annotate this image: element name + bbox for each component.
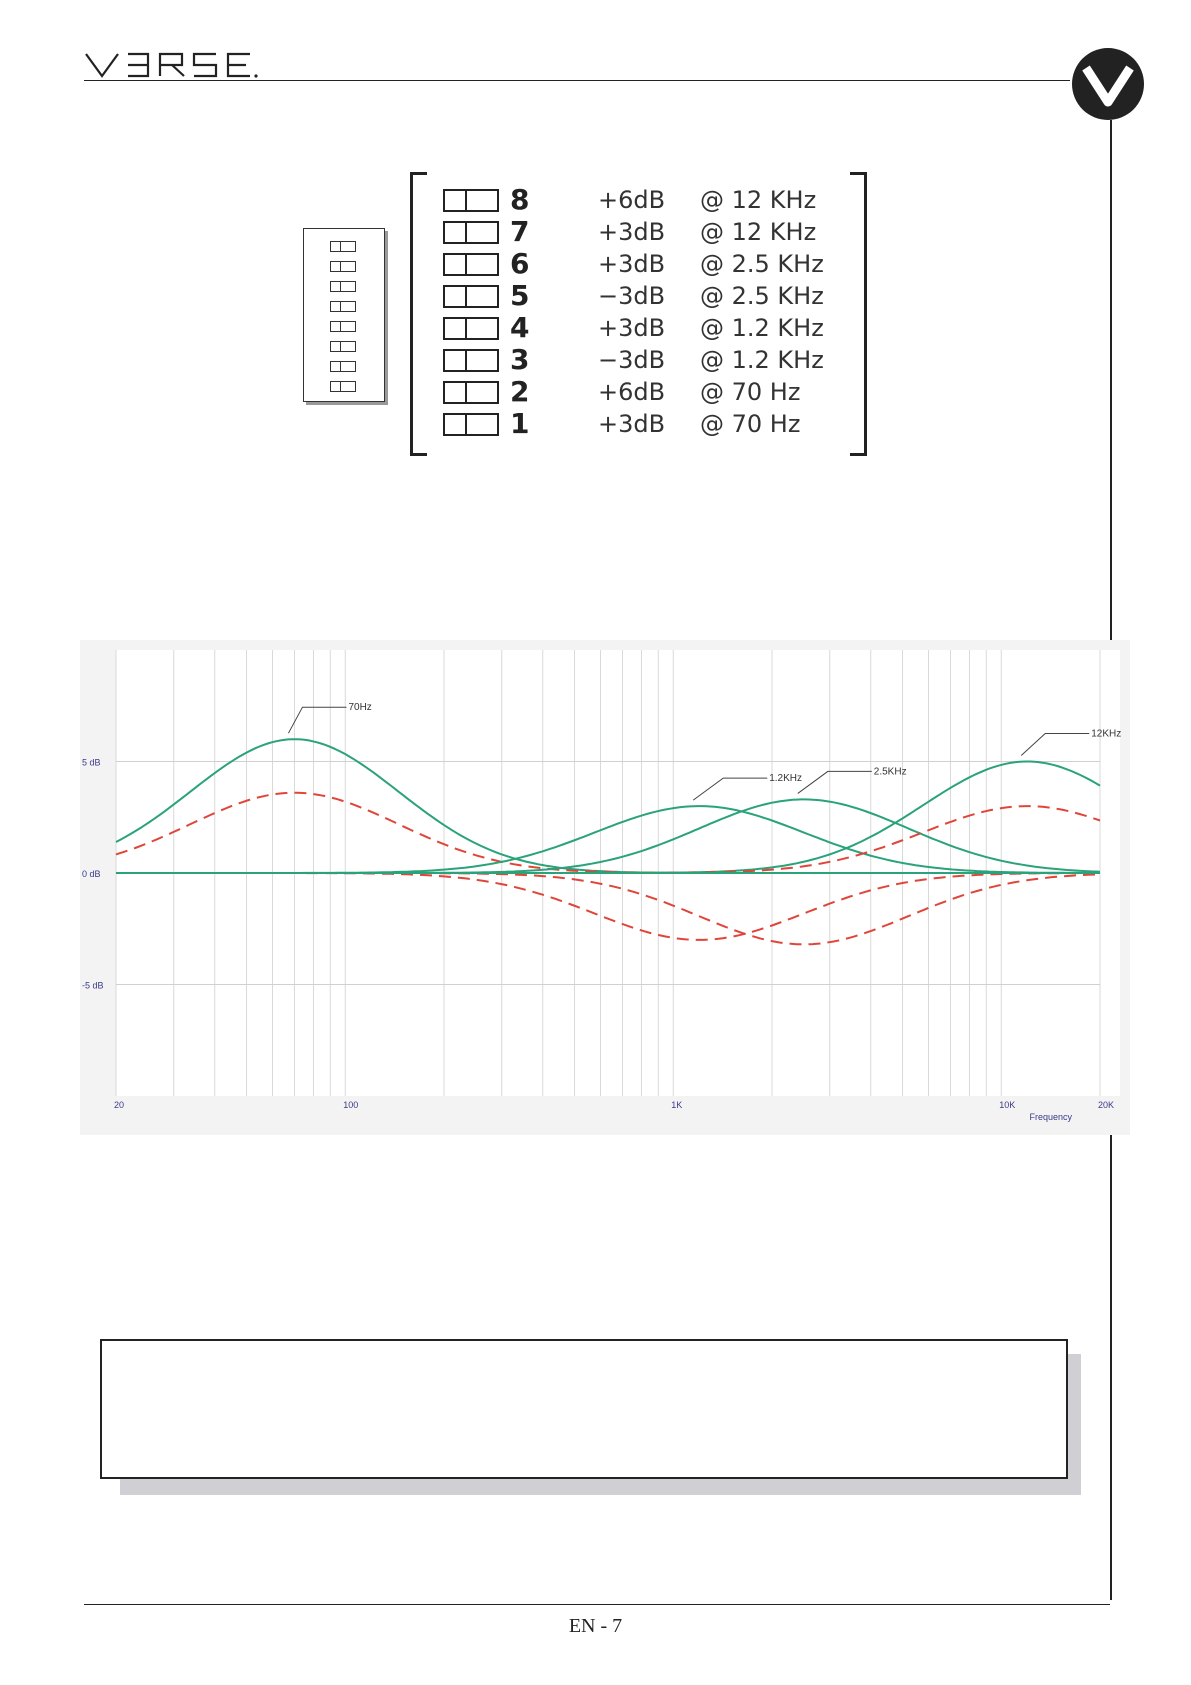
y-tick-label: 5 dB — [82, 757, 101, 768]
dip-gain: +3dB — [598, 218, 666, 246]
dip-number: 6 — [510, 247, 530, 280]
y-tick-label: -5 dB — [82, 980, 104, 991]
annotation-label: 12KHz — [1091, 728, 1122, 740]
x-tick-label: 10K — [999, 1100, 1016, 1110]
dip-row-7 — [440, 215, 860, 250]
notice-box — [100, 1339, 1068, 1479]
dip-switch-icon — [443, 253, 499, 276]
dip-number: 5 — [510, 279, 530, 312]
dip-row-3 — [440, 343, 860, 378]
dip-switch-icon — [443, 381, 499, 404]
x-tick-label: 100 — [343, 1100, 359, 1110]
dip-frequency: @ 1.2 KHz — [700, 314, 824, 342]
footer-rule — [84, 1604, 1110, 1605]
dip-row-1 — [440, 407, 860, 442]
x-tick-label: 20 — [114, 1100, 125, 1110]
dip-switch-icon — [443, 285, 499, 308]
annotation-label: 1.2KHz — [769, 773, 803, 785]
dip-switch-icon — [443, 349, 499, 372]
dip-row-5 — [440, 279, 860, 314]
dip-switch-icon — [443, 221, 499, 244]
dip-switch-icon — [443, 317, 499, 340]
dip-gain: −3dB — [598, 346, 666, 374]
dip-number: 2 — [510, 375, 530, 408]
dip-row-4 — [440, 311, 860, 346]
header-rule — [84, 80, 1070, 81]
dip-frequency: @ 12 KHz — [700, 218, 817, 246]
dip-gain: +3dB — [598, 314, 666, 342]
brand-logo — [84, 48, 264, 82]
dip-frequency: @ 70 Hz — [700, 410, 801, 438]
x-tick-label: 20K — [1098, 1100, 1115, 1110]
page-number: EN - 7 — [568, 1615, 623, 1637]
dip-gain: +6dB — [598, 378, 666, 406]
brand-emblem-icon — [1068, 44, 1148, 124]
dip-switch-block-icon — [303, 228, 385, 402]
dip-frequency: @ 2.5 KHz — [700, 250, 824, 278]
x-tick-label: 1K — [671, 1100, 683, 1110]
dip-gain: +3dB — [598, 410, 666, 438]
dip-number: 7 — [510, 215, 530, 248]
dip-gain: −3dB — [598, 282, 666, 310]
y-tick-label: 0 dB — [82, 869, 101, 879]
dip-frequency: @ 70 Hz — [700, 378, 801, 406]
annotation-label: 2.5KHz — [873, 766, 907, 778]
dip-gain: +6dB — [598, 186, 666, 214]
eq-response-chart — [80, 640, 1130, 1135]
dip-table-bracket-left — [410, 172, 427, 456]
annotation-label: 70Hz — [348, 702, 372, 714]
dip-number: 1 — [510, 407, 530, 440]
dip-row-2 — [440, 375, 860, 410]
dip-frequency: @ 12 KHz — [700, 186, 817, 214]
dip-gain: +3dB — [598, 250, 666, 278]
dip-row-6 — [440, 247, 860, 282]
dip-number: 4 — [510, 311, 530, 344]
dip-switch-icon — [443, 189, 499, 212]
dip-number: 8 — [510, 183, 530, 216]
dip-frequency: @ 2.5 KHz — [700, 282, 824, 310]
dip-switch-icon — [443, 413, 499, 436]
dip-frequency: @ 1.2 KHz — [700, 346, 824, 374]
x-axis-label: Frequency — [1029, 1112, 1072, 1122]
dip-row-8 — [440, 183, 860, 218]
dip-number: 3 — [510, 343, 530, 376]
